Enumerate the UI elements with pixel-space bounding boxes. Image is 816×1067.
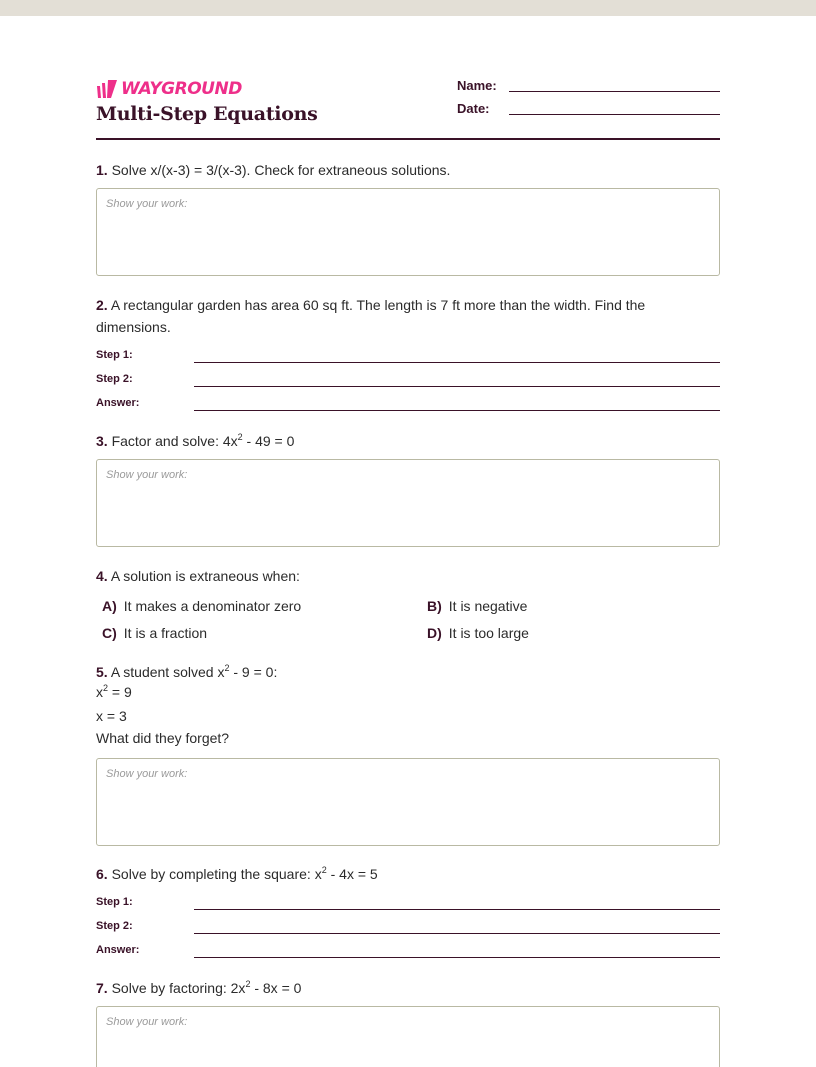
brand-logo — [96, 79, 242, 99]
date-label: Date: — [457, 101, 490, 116]
answer-label: Answer: — [96, 944, 140, 956]
answer-line[interactable] — [194, 410, 720, 411]
date-field[interactable] — [509, 114, 720, 115]
answer-label: Answer: — [96, 397, 140, 409]
step-1-label: Step 1: — [96, 349, 133, 361]
top-bar — [0, 0, 816, 16]
question-2 — [96, 294, 706, 338]
page-title: Multi-Step Equations — [96, 103, 318, 125]
question-number: 4. — [96, 568, 108, 584]
step-2-label: Step 2: — [96, 920, 133, 932]
choice-c[interactable]: C) It is a fraction — [102, 625, 208, 641]
choice-d[interactable]: D) It is too large — [427, 625, 529, 641]
question-text: A student solved $x^2 - 9 = 0$: — [110, 663, 278, 680]
question-3 — [96, 430, 696, 452]
wayground-logo-icon — [96, 79, 118, 99]
question-7 — [96, 977, 696, 999]
step-2-line[interactable] — [194, 933, 720, 934]
question-number: 5. — [96, 664, 108, 680]
step-1-line[interactable] — [194, 909, 720, 910]
work-box-7[interactable] — [96, 1006, 720, 1067]
work-box-1[interactable] — [96, 188, 720, 276]
question-text: A solution is extraneous when: — [110, 568, 300, 584]
brand-name: WAYGROUND — [121, 79, 242, 99]
question-number: 7. — [96, 980, 108, 996]
header-divider — [96, 138, 720, 140]
question-5-line-3: x = 3 — [96, 708, 127, 724]
work-box-placeholder: Show your work: — [106, 768, 188, 780]
question-5-line-4: What did they forget? — [96, 730, 230, 746]
name-field[interactable] — [509, 91, 720, 92]
work-box-placeholder: Show your work: — [106, 198, 188, 210]
question-text-continued: dimensions. — [96, 319, 171, 335]
question-number: 1. — [96, 162, 108, 178]
work-box-3[interactable] — [96, 459, 720, 547]
question-text: Factor and solve: $4x^2 - 49 = 0$ — [111, 432, 295, 449]
work-box-5[interactable] — [96, 758, 720, 846]
name-label: Name: — [457, 78, 497, 93]
choice-a[interactable]: A) It makes a denominator zero — [102, 598, 302, 614]
choice-b[interactable]: B) It is negative — [427, 598, 528, 614]
question-6 — [96, 863, 696, 885]
question-text: A rectangular garden has area 60 sq ft. The length is 7 ft more than the width. Find the — [110, 297, 646, 313]
step-2-label: Step 2: — [96, 373, 133, 385]
work-box-placeholder: Show your work: — [106, 469, 188, 481]
question-5-line-2: $x^2 = 9$ — [96, 683, 132, 700]
answer-line[interactable] — [194, 957, 720, 958]
step-1-line[interactable] — [194, 362, 720, 363]
question-4 — [96, 565, 696, 587]
question-number: 6. — [96, 866, 108, 882]
work-box-placeholder: Show your work: — [106, 1016, 188, 1028]
step-2-line[interactable] — [194, 386, 720, 387]
question-text: Solve by factoring: $2x^2 - 8x = 0$ — [111, 979, 302, 996]
question-1 — [96, 159, 696, 181]
question-text: Solve by completing the square: $x^2 - 4x = 5$ — [111, 865, 378, 882]
step-1-label: Step 1: — [96, 896, 133, 908]
question-number: 2. — [96, 297, 108, 313]
question-number: 3. — [96, 433, 108, 449]
question-text: Solve x/(x-3) = 3/(x-3). Check for extraneous solutions. — [111, 162, 451, 178]
question-5 — [96, 661, 696, 683]
